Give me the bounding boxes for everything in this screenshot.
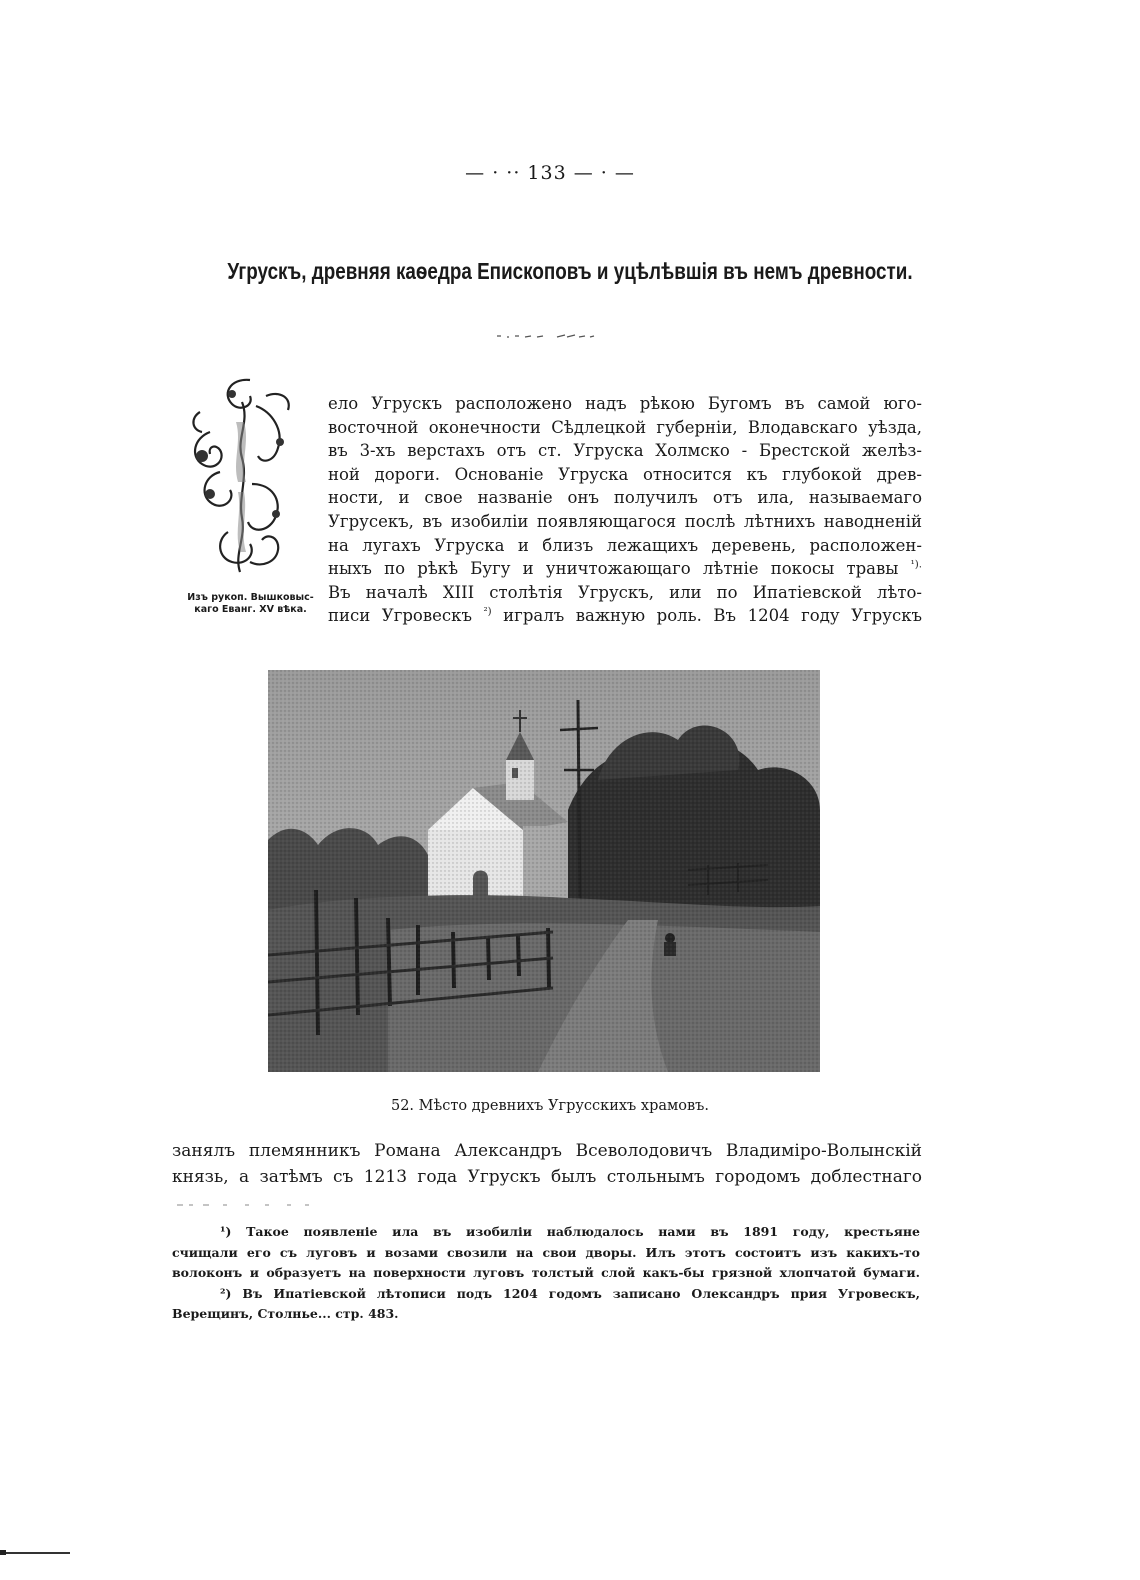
footnote-text: Въ Ипатіевской лѣтописи подъ 1204 годомъ записано Олександръ прия Угровескъ, [242, 1285, 920, 1301]
figure-caption: 52. Мѣсто древнихъ Угрусскихъ храмовъ. [390, 1098, 710, 1114]
text-line: князь, а затѣмъ съ 1213 года Угрускъ былъ стольнымъ городомъ доблестнаго [172, 1167, 922, 1187]
initial-caption-line: каго Еванг. XV вѣка. [194, 604, 307, 615]
church-photograph [268, 670, 820, 1072]
text-line: въ 3-хъ верстахъ отъ ст. Угруска Холмско - Брестской желѣз- [328, 441, 922, 461]
text-line [328, 604, 922, 628]
text-line: ело Угрускъ расположено надъ рѣкою Бугомъ въ самой юго- [328, 394, 922, 413]
footnote-1 [172, 1222, 920, 1284]
footnote-line: Верещинъ, Столнье... стр. 483. [172, 1306, 399, 1321]
text-line: восточной оконечности Сѣдлецкой губерніи, Влодавскаго уѣзда, [328, 417, 922, 437]
text-segment: писи Угровескъ [328, 606, 472, 626]
text-line: Въ началѣ XIII столѣтія Угрускъ, или по Ипатіевской лѣто- [328, 582, 922, 602]
page-number: — · ·· 133 — · — [465, 162, 635, 184]
scan-edge-mark [0, 1552, 70, 1554]
text-segment: игралъ важную роль. Въ 1204 году Угрускъ [503, 606, 923, 626]
decorative-dotted-line [495, 333, 600, 339]
text-line: занялъ племянникъ Романа Александръ Всеволодовичъ Владиміро-Волынскій [172, 1141, 922, 1161]
initial-caption [178, 592, 323, 616]
footnote-mark: ²) [483, 606, 492, 618]
footnote-mark: ¹). [910, 559, 922, 571]
text-line: ной дороги. Основаніе Угруска относится къ глубокой древ- [328, 464, 922, 484]
footnote-line [172, 1284, 920, 1305]
second-paragraph [172, 1138, 922, 1190]
text-line: ности, и свое названіе онъ получилъ отъ ила, называемаго [328, 488, 922, 508]
footnotes [172, 1222, 920, 1325]
scan-edge-dot [0, 1550, 6, 1555]
footnote-mark: ²) [220, 1285, 232, 1301]
footnote-line [172, 1222, 920, 1243]
faint-marks [175, 1203, 315, 1207]
page-title: Угрускъ, древняя каѳедра Епископовъ и уцѣлѣвшія въ немъ древности. [227, 258, 913, 284]
ornamental-initial-letter [180, 372, 310, 582]
first-paragraph [328, 392, 922, 628]
footnote-text: Такое появленіе ила въ изобиліи наблюдалось нами въ 1891 году, крестьяне [246, 1224, 920, 1239]
initial-caption-line: Изъ рукоп. Вышковыс- [187, 592, 314, 603]
footnote-2 [172, 1284, 920, 1325]
text-line [328, 557, 922, 581]
text-segment: ныхъ по рѣкѣ Бугу и уничтожающаго лѣтніе покосы травы [328, 559, 899, 579]
footnote-line: счищали его съ луговъ и возами свозили на свои дворы. Илъ этотъ состоитъ изъ какихъ-то [172, 1244, 920, 1260]
footnote-mark: ¹) [220, 1224, 232, 1239]
text-line: на лугахъ Угруска и близъ лежащихъ деревень, расположен- [328, 535, 922, 555]
footnote-line: волоконъ и образуетъ на поверхности луговъ толстый слой какъ-бы грязной хлопчатой бумаги. [172, 1265, 920, 1280]
text-line: Угрусекъ, въ изобиліи появляющагося послѣ лѣтнихъ наводненій [328, 511, 922, 531]
